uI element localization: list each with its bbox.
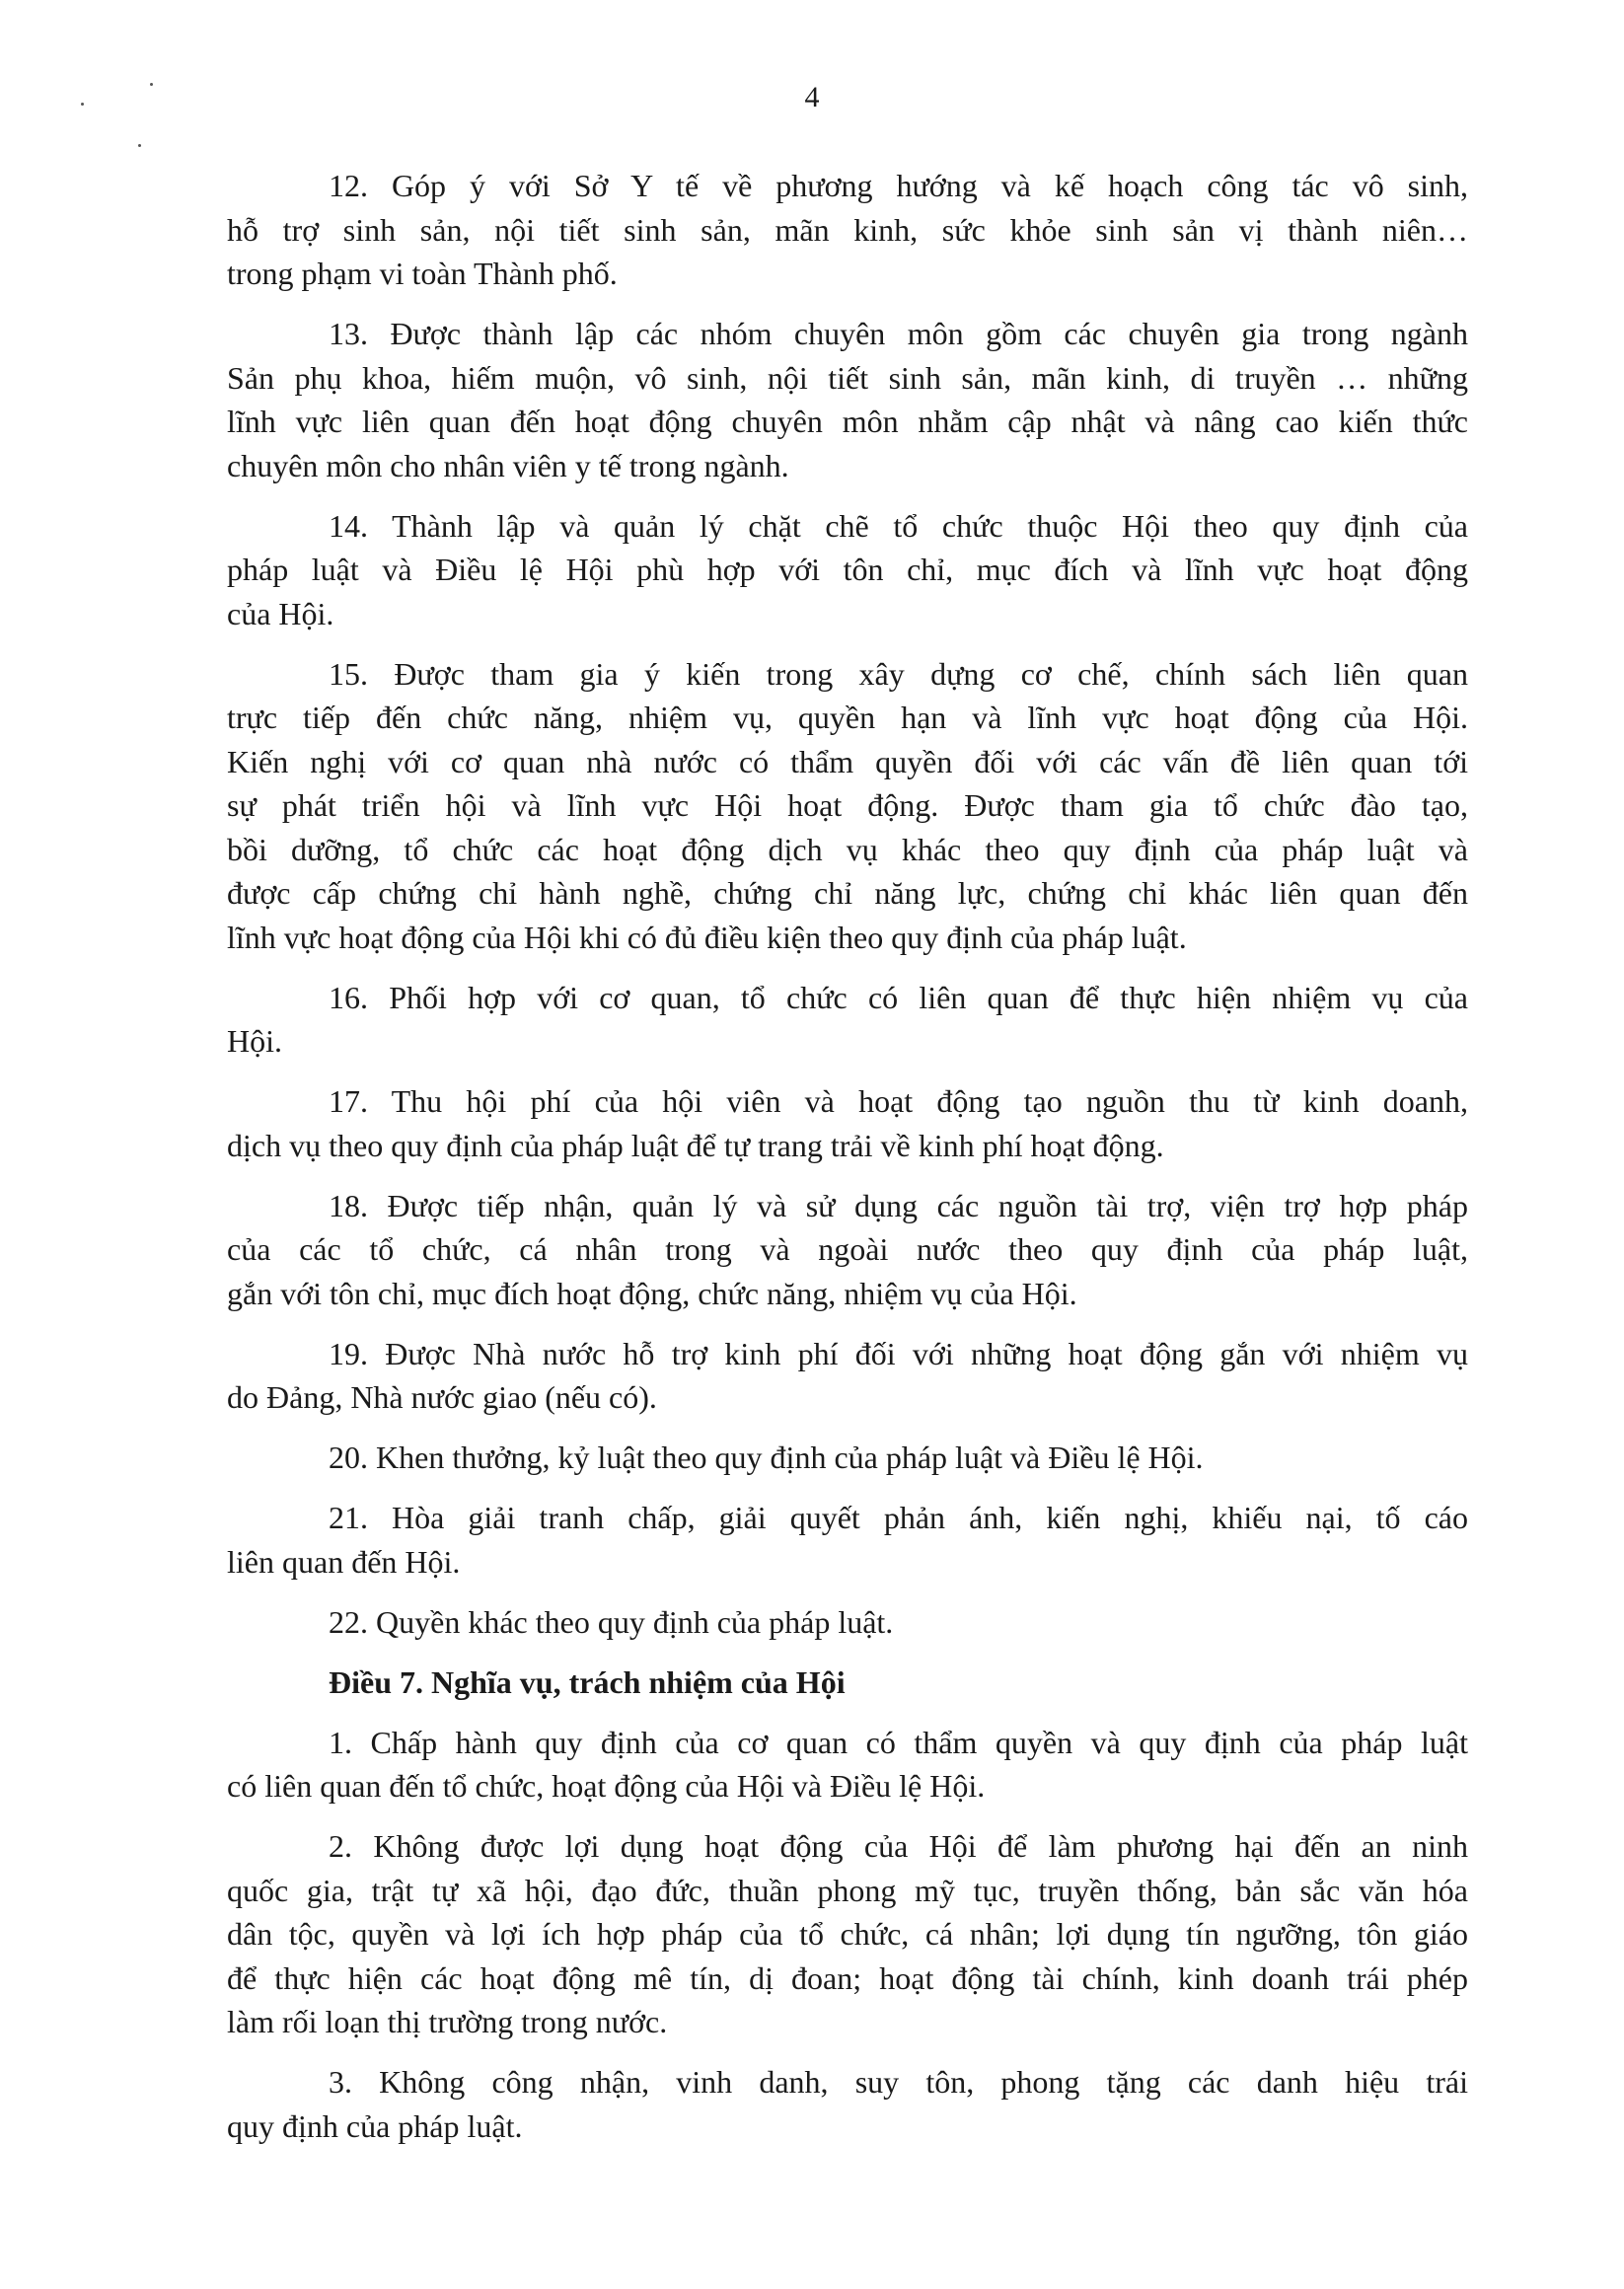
text-line: trực tiếp đến chức năng, nhiệm vụ, quyền hạn và lĩnh vực hoạt động của Hội. — [227, 700, 1468, 735]
text-line: trong phạm vi toàn Thành phố. — [227, 256, 618, 291]
text-line: Điều 7. Nghĩa vụ, trách nhiệm của Hội — [329, 1663, 846, 1700]
text-line: 2. Không được lợi dụng hoạt động của Hội để làm phương hại đến an ninh — [329, 1828, 1468, 1864]
text-line: 21. Hòa giải tranh chấp, giải quyết phản ánh, kiến nghị, khiếu nại, tố cáo — [329, 1500, 1468, 1535]
text-line: của Hội. — [227, 595, 334, 631]
text-line: Sản phụ khoa, hiếm muộn, vô sinh, nội tiết sinh sản, mãn kinh, di truyền … những — [227, 359, 1468, 396]
text-line: 19. Được Nhà nước hỗ trợ kinh phí đối với những hoạt động gắn với nhiệm vụ — [329, 1335, 1468, 1371]
paragraph — [227, 312, 1468, 487]
text-line: 13. Được thành lập các nhóm chuyên môn gồm các chuyên gia trong ngành — [329, 316, 1468, 351]
paragraph — [227, 652, 1468, 960]
text-line: hỗ trợ sinh sản, nội tiết sinh sản, mãn kinh, sức khỏe sinh sản vị thành niên… — [227, 211, 1468, 248]
text-line: có liên quan đến tổ chức, hoạt động của Hội và Điều lệ Hội. — [227, 1768, 986, 1804]
text-line: Hội. — [227, 1023, 282, 1059]
paragraph — [227, 1600, 1468, 1645]
text-line: dân tộc, quyền và lợi ích hợp pháp của tổ chức, cá nhân; lợi dụng tín ngưỡng, tôn giáo — [227, 1916, 1468, 1952]
text-line: sự phát triển hội và lĩnh vực Hội hoạt động. Được tham gia tổ chức đào tạo, — [227, 787, 1468, 823]
text-line: 15. Được tham gia ý kiến trong xây dựng cơ chế, chính sách liên quan — [329, 655, 1468, 692]
text-line: gắn với tôn chỉ, mục đích hoạt động, chức năng, nhiệm vụ của Hội. — [227, 1275, 1077, 1311]
paragraph — [227, 1332, 1468, 1420]
text-line: 20. Khen thưởng, kỷ luật theo quy định của pháp luật và Điều lệ Hội. — [329, 1440, 1204, 1475]
text-line: liên quan đến Hội. — [227, 1543, 461, 1580]
text-line: 1. Chấp hành quy định của cơ quan có thẩm quyền và quy định của pháp luật — [329, 1724, 1468, 1760]
text-line: 16. Phối hợp với cơ quan, tổ chức có liên quan để thực hiện nhiệm vụ của — [329, 979, 1468, 1015]
text-line: bồi dưỡng, tổ chức các hoạt động dịch vụ khác theo quy định của pháp luật và — [227, 831, 1468, 867]
document-body — [227, 164, 1468, 2165]
text-line: làm rối loạn thị trường trong nước. — [227, 2004, 668, 2039]
text-line: lĩnh vực hoạt động của Hội khi có đủ điều kiện theo quy định của pháp luật. — [227, 919, 1187, 955]
text-line: do Đảng, Nhà nước giao (nếu có). — [227, 1379, 657, 1415]
text-line: Kiến nghị với cơ quan nhà nước có thẩm quyền đối với các vấn đề liên quan tới — [227, 743, 1468, 779]
paragraph — [227, 1824, 1468, 2044]
text-line: 3. Không công nhận, vinh danh, suy tôn, phong tặng các danh hiệu trái — [329, 2064, 1468, 2100]
page-number: 4 — [804, 81, 820, 113]
text-line: quốc gia, trật tự xã hội, đạo đức, thuần phong mỹ tục, truyền thống, bản sắc văn hóa — [227, 1872, 1468, 1908]
paragraph — [227, 1496, 1468, 1584]
scan-speck — [138, 144, 141, 147]
paragraph — [227, 504, 1468, 636]
text-line: lĩnh vực liên quan đến hoạt động chuyên môn nhằm cập nhật và nâng cao kiến thức — [227, 404, 1468, 439]
text-line: 12. Góp ý với Sở Y tế về phương hướng và kế hoạch công tác vô sinh, — [329, 168, 1468, 203]
text-line: dịch vụ theo quy định của pháp luật để tự trang trải về kinh phí hoạt động. — [227, 1127, 1164, 1163]
paragraph — [227, 1436, 1468, 1480]
text-line: pháp luật và Điều lệ Hội phù hợp với tôn chỉ, mục đích và lĩnh vực hoạt động — [227, 552, 1468, 587]
text-line: 18. Được tiếp nhận, quản lý và sử dụng các nguồn tài trợ, viện trợ hợp pháp — [329, 1187, 1468, 1223]
text-line: được cấp chứng chỉ hành nghề, chứng chỉ năng lực, chứng chỉ khác liên quan đến — [227, 875, 1468, 911]
paragraph — [227, 1721, 1468, 1809]
text-line: 14. Thành lập và quản lý chặt chẽ tổ chức thuộc Hội theo quy định của — [329, 507, 1468, 544]
paragraph — [227, 2060, 1468, 2148]
text-line: chuyên môn cho nhân viên y tế trong ngành. — [227, 447, 789, 483]
text-line: 17. Thu hội phí của hội viên và hoạt động tạo nguồn thu từ kinh doanh, — [329, 1083, 1468, 1119]
text-line: quy định của pháp luật. — [227, 2107, 523, 2144]
text-line: 22. Quyền khác theo quy định của pháp luật. — [329, 1603, 894, 1640]
section-heading — [227, 1661, 1468, 1705]
paragraph — [227, 1184, 1468, 1316]
text-line: của các tổ chức, cá nhân trong và ngoài nước theo quy định của pháp luật, — [227, 1231, 1468, 1267]
paragraph — [227, 164, 1468, 296]
text-line: để thực hiện các hoạt động mê tín, dị đoan; hoạt động tài chính, kinh doanh trái phép — [227, 1959, 1468, 1996]
paragraph — [227, 976, 1468, 1064]
paragraph — [227, 1079, 1468, 1167]
